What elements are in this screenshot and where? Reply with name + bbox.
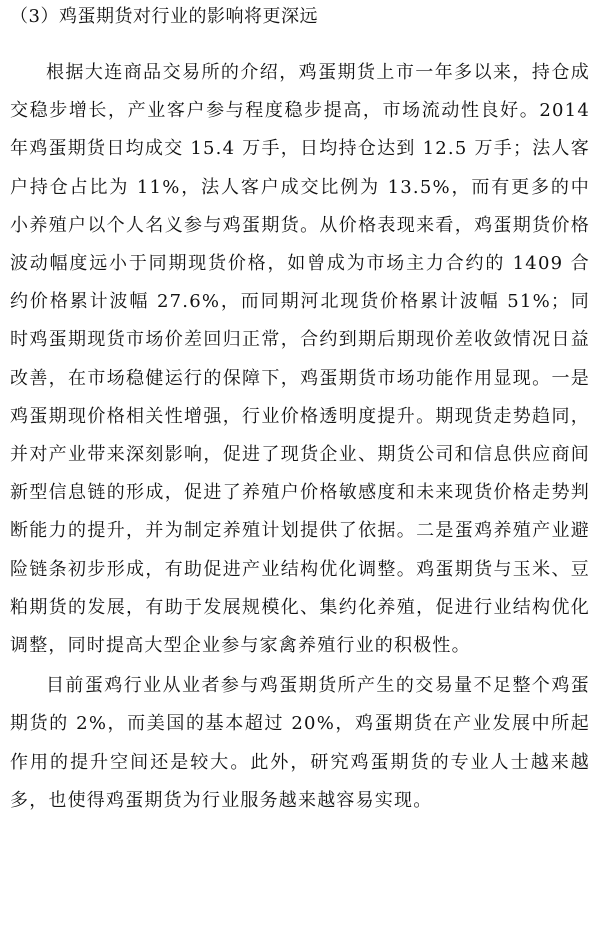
section-heading: （3）鸡蛋期货对行业的影响将更深远	[10, 6, 318, 27]
body-paragraph-1: 根据大连商品交易所的介绍，鸡蛋期货上市一年多以来，持仓成交稳步增长，产业客户参与程度稳步提高，市场流动性良好。2014年鸡蛋期货日均成交 15.4 万手，日均持仓达到 12.5 万手；法人客户持仓占比为 11%，法人客户成交比例为 13.5%，而有更多的中小养殖户以个人名义参与鸡蛋期货。从价格表现来看，鸡蛋期货价格波动幅度远小于同期现货价格，如曾成为市场主力合约的 1409 合约价格累计波幅 27.6%，而同期河北现货价格累计波幅 51%；同时鸡蛋期现货市场价差回归正常，合约到期后期现价差收敛情况日益改善，在市场稳健运行的保障下，鸡蛋期货市场功能作用显现。一是鸡蛋期现价格相关性增强，行业价格透明度提升。期现货走势趋同，并对产业带来深刻影响，促进了现货企业、期货公司和信息供应商间新型信息链的形成，促进了养殖户价格敏感度和未来现货价格走势判断能力的提升，并为制定养殖计划提供了依据。二是蛋鸡养殖产业避险链条初步形成，有助促进产业结构优化调整。鸡蛋期货与玉米、豆粕期货的发展，有助于发展规模化、集约化养殖，促进行业结构优化调整，同时提高大型企业参与家禽养殖行业的积极性。	[10, 62, 590, 657]
body-paragraph-2: 目前蛋鸡行业从业者参与鸡蛋期货所产生的交易量不足整个鸡蛋期货的 2%，而美国的基本超过 20%，鸡蛋期货在产业发展中所起作用的提升空间还是较大。此外，研究鸡蛋期货的专业人士越来越多，也使得鸡蛋期货为行业服务越来越容易实现。	[10, 675, 590, 811]
